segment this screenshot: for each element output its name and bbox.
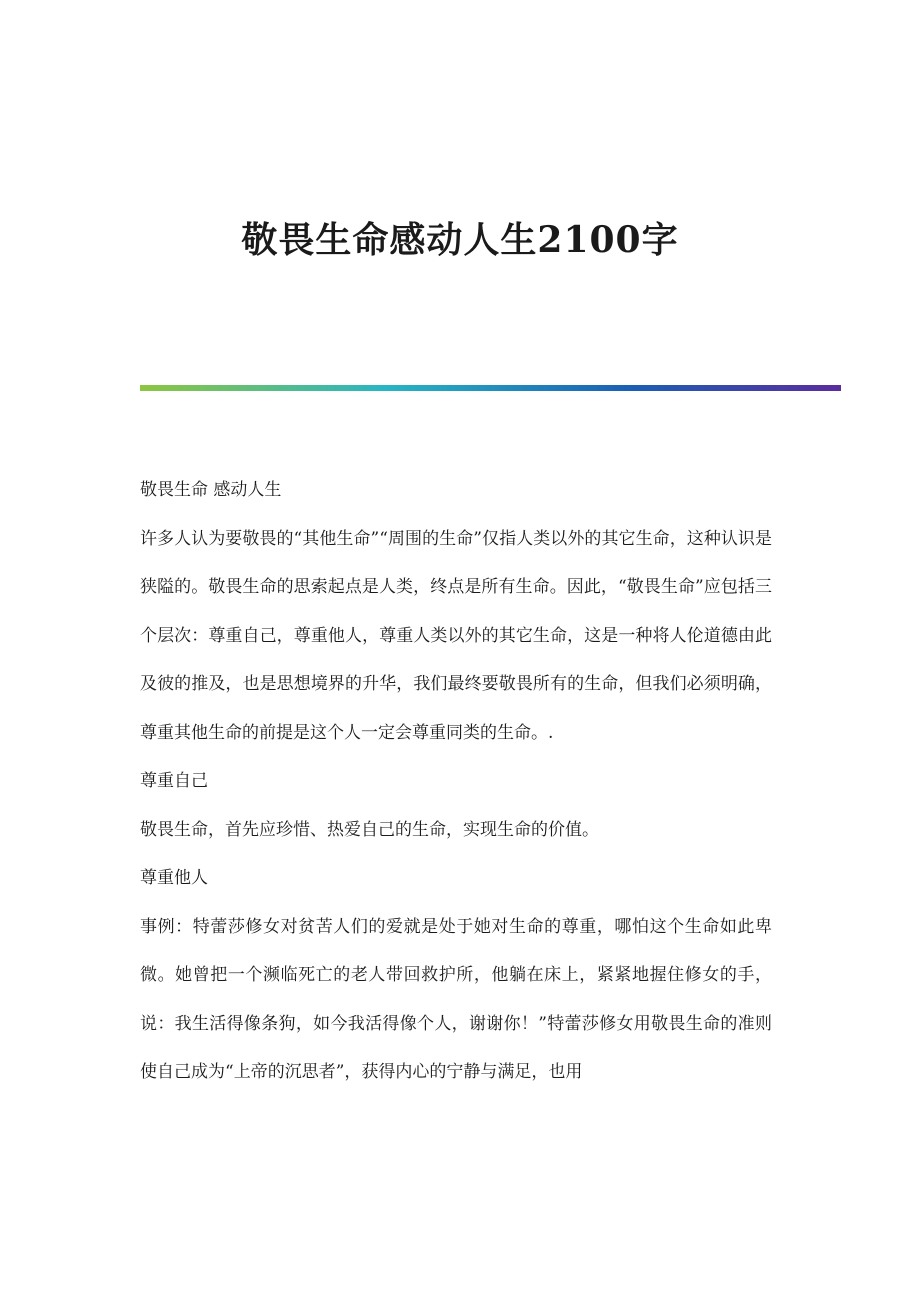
paragraph-example: 事例：特蕾莎修女对贫苦人们的爱就是处于她对生命的尊重，哪怕这个生命如此卑微。她曾把一个濒临死亡的老人带回救护所，他躺在床上，紧紧地握住修女的手，说：我生活得像条狗，如今我活得像个人，谢谢你！”特蕾莎修女用敬畏生命的准则使自己成为“上帝的沉思者”，获得内心的宁静与满足，也用 (140, 916, 772, 1082)
paragraph-intro: 许多人认为要敬畏的“其他生命”“周围的生命”仅指人类以外的其它生命，这种认识是狭隘的。敬畏生命的思索起点是人类，终点是所有生命。因此，“敬畏生命”应包括三个层次：尊重自己，尊重他人，尊重人类以外的其它生命，这是一种将人伦道德由此及彼的推及，也是思想境界的升华，我们最终要敬畏所有的生命，但我们必须明确，尊重其他生命的前提是这个人一定会尊重同类的生命。. (140, 528, 772, 743)
section-heading-main: 敬畏生命 感动人生 (140, 480, 282, 500)
document-title: 敬畏生命感动人生2100字 (241, 219, 679, 261)
paragraph-respect-self: 敬畏生命，首先应珍惜、热爱自己的生命，实现生命的价值。 (140, 819, 599, 840)
document-body (140, 466, 772, 1097)
title-divider (140, 385, 841, 391)
section-heading-respect-others: 尊重他人 (140, 868, 208, 888)
section-heading-respect-self: 尊重自己 (140, 771, 208, 791)
